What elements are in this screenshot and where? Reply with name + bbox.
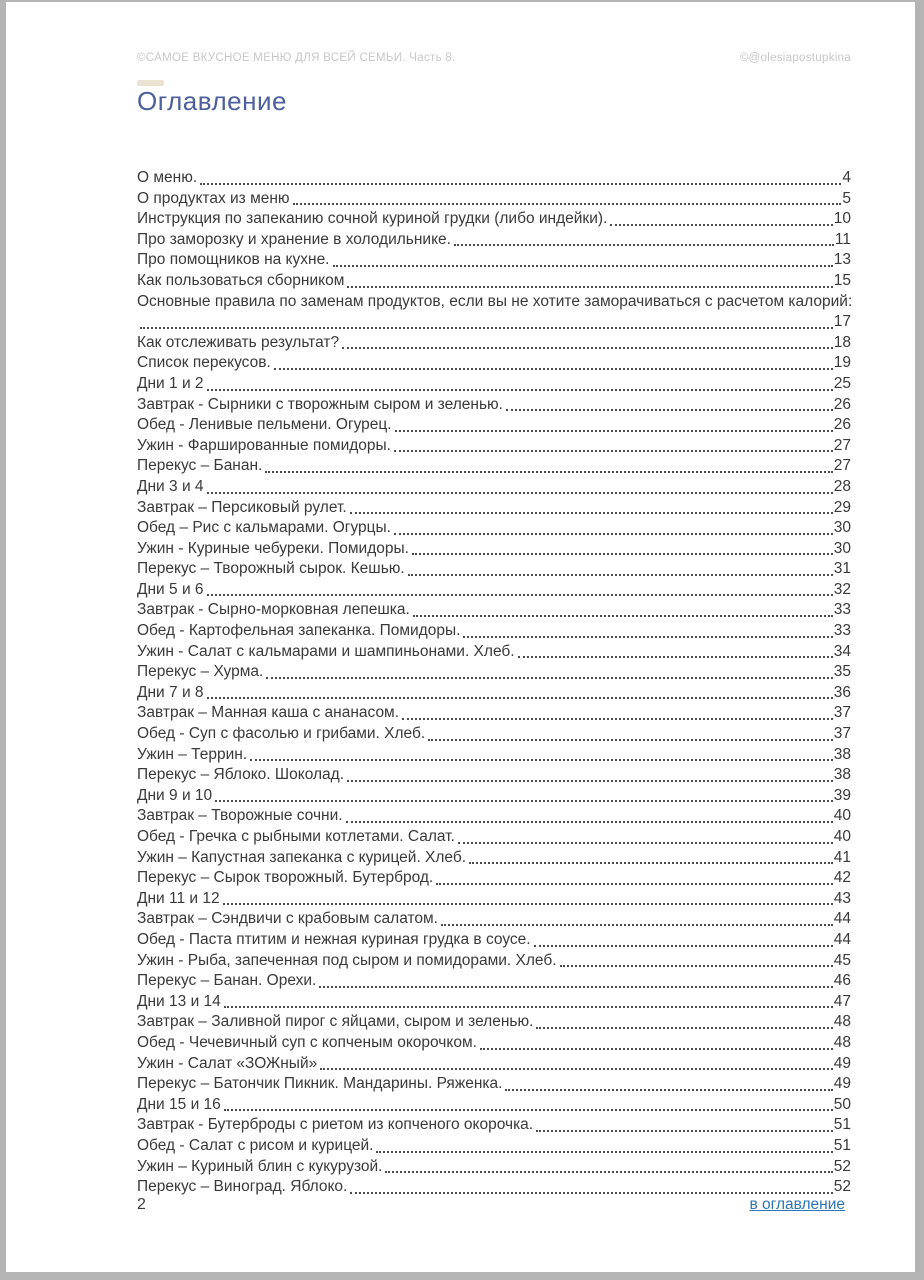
toc-entry-page-number: 30 [833, 539, 851, 557]
toc-entry-page-number: 41 [833, 848, 851, 866]
toc-dot-leader [266, 677, 832, 679]
toc-dot-leader [320, 1068, 833, 1070]
toc-entry[interactable] [137, 1115, 851, 1136]
toc-entry[interactable] [137, 292, 851, 333]
toc-dot-leader [505, 1089, 832, 1091]
toc-entry[interactable] [137, 621, 851, 642]
toc-entry[interactable] [137, 1012, 851, 1033]
toc-entry[interactable] [137, 848, 851, 869]
toc-entry-label: Перекус – Яблоко. Шоколад. [137, 766, 344, 784]
toc-entry[interactable] [137, 930, 851, 951]
toc-dot-leader [536, 1130, 833, 1132]
toc-entry-label: Как отслеживать результат? [137, 333, 340, 351]
header-booklet-title: ©САМОЕ ВКУСНОЕ МЕНЮ ДЛЯ ВСЕЙ СЕМЬИ. Часть 8. [137, 52, 456, 64]
toc-entry-page-number: 11 [834, 230, 851, 248]
toc-entry-page-number: 48 [833, 1013, 851, 1031]
toc-entry[interactable] [137, 1157, 851, 1178]
toc-entry[interactable] [137, 662, 851, 683]
toc-entry-label: Обед - Ленивые пельмени. Огурец. [137, 416, 392, 434]
toc-entry-page-number: 44 [833, 930, 851, 948]
toc-entry[interactable] [137, 374, 851, 395]
toc-entry-label: Обед - Салат с рисом и курицей. [137, 1136, 374, 1154]
toc-entry-label: Как пользоваться сборником [137, 271, 345, 289]
toc-entry-page-number: 27 [833, 457, 851, 475]
toc-entry-label: Завтрак – Творожные сочни. [137, 807, 343, 825]
toc-dot-leader [458, 842, 833, 844]
toc-dot-leader [610, 224, 832, 226]
toc-entry-page-number: 37 [833, 725, 851, 743]
toc-entry-label: Завтрак – Персиковый рулет. [137, 498, 347, 516]
toc-entry-page-number: 46 [833, 972, 851, 990]
toc-entry-label: Завтрак - Сырники с творожным сыром и зеленью. [137, 395, 503, 413]
toc-dot-leader [140, 327, 833, 329]
toc-entry-label: Завтрак – Манная каша с ананасом. [137, 704, 400, 722]
toc-entry-label: Ужин – Террин. [137, 745, 248, 763]
document-page [6, 2, 915, 1272]
toc-entry[interactable] [137, 806, 851, 827]
toc-entry-label: Перекус – Банан. [137, 457, 263, 475]
toc-entry-label: Перекус – Банан. Орехи. [137, 972, 317, 990]
toc-dot-leader [350, 1192, 832, 1194]
toc-entry-page-number: 44 [833, 910, 851, 928]
toc-entry-page-number: 27 [833, 436, 851, 454]
toc-entry-label: Обед - Гречка с рыбными котлетами. Салат. [137, 828, 455, 845]
toc-entry[interactable] [137, 1054, 851, 1075]
toc-entry[interactable] [137, 559, 851, 580]
toc-entry-page-number: 38 [833, 745, 851, 763]
toc-entry[interactable] [137, 786, 851, 807]
toc-entry-page-number: 33 [833, 601, 851, 619]
toc-entry-page-number: 26 [833, 395, 851, 413]
toc-dot-leader [413, 615, 833, 617]
toc-entry[interactable] [137, 353, 851, 374]
toc-dot-leader [394, 533, 833, 535]
toc-entry-label: Завтрак - Бутерброды с риетом из копченого окорочка. [137, 1116, 534, 1134]
toc-entry[interactable] [137, 498, 851, 519]
toc-entry-page-number: 40 [833, 828, 851, 845]
toc-entry[interactable] [137, 168, 851, 189]
toc-entry-page-number: 34 [833, 642, 851, 660]
toc-entry-label: Ужин - Рыба, запеченная под сыром и помидорами. Хлеб. [137, 951, 557, 969]
toc-entry[interactable] [137, 1074, 851, 1095]
toc-entry-label: Ужин - Куриные чебуреки. Помидоры. [137, 539, 409, 557]
toc-entry-label: Дни 3 и 4 [137, 477, 204, 495]
toc-entry-page-number: 37 [833, 704, 851, 722]
toc-dot-leader [200, 183, 841, 185]
toc-entry[interactable] [137, 477, 851, 498]
toc-entry-page-number: 43 [833, 889, 851, 907]
toc-entry-label: Ужин - Фаршированные помидоры. [137, 436, 391, 454]
toc-dot-leader [347, 286, 832, 288]
toc-dot-leader [518, 656, 833, 658]
toc-entry[interactable] [137, 703, 851, 724]
toc-entry-page-number: 31 [833, 560, 851, 578]
toc-entry-page-number: 45 [833, 951, 851, 969]
toc-entry-label: Ужин - Салат «ЗОЖный» [137, 1054, 318, 1072]
toc-entry-label: Перекус – Творожный сырок. Кешью. [137, 560, 405, 578]
toc-entry[interactable] [137, 333, 851, 354]
toc-entry[interactable] [137, 395, 851, 416]
toc-dot-leader [319, 986, 832, 988]
toc-dot-leader [560, 965, 833, 967]
toc-entry-label: Ужин – Куриный блин с кукурузой. [137, 1157, 383, 1175]
toc-dot-leader [350, 512, 833, 514]
toc-entry-page-number: 51 [833, 1136, 851, 1154]
toc-entry-label: Список перекусов. [137, 354, 271, 372]
toc-entry-page-number: 5 [842, 189, 851, 207]
toc-entry[interactable] [137, 1033, 851, 1054]
toc-list [137, 168, 851, 1198]
toc-entry-page-number: 30 [833, 519, 851, 537]
toc-entry[interactable] [137, 889, 851, 910]
toc-dot-leader [441, 924, 833, 926]
toc-entry[interactable] [137, 1095, 851, 1116]
toc-entry[interactable] [137, 724, 851, 745]
toc-entry-label: Дни 5 и 6 [137, 580, 204, 598]
toc-entry-label: Обед - Паста птитим и нежная куриная грудка в соусе. [137, 930, 531, 948]
toc-entry[interactable] [137, 600, 851, 621]
toc-entry[interactable] [137, 971, 851, 992]
toc-entry-page-number: 26 [833, 416, 851, 434]
toc-entry-label: Дни 11 и 12 [137, 889, 220, 907]
page-number: 2 [137, 1196, 146, 1213]
toc-dot-leader [376, 1151, 832, 1153]
toc-dot-leader [428, 739, 833, 741]
toc-entry[interactable] [137, 642, 851, 663]
toc-entry-label: Завтрак – Заливной пирог с яйцами, сыром и зеленью. [137, 1013, 534, 1031]
toc-dot-leader [463, 636, 832, 638]
toc-entry-page-number: 33 [833, 622, 851, 640]
toc-entry-label: Завтрак – Сэндвичи с крабовым салатом. [137, 910, 438, 928]
toc-dot-leader [412, 553, 833, 555]
toc-entry-label: Обед - Суп с фасолью и грибами. Хлеб. [137, 725, 426, 743]
toc-title: Оглавление [137, 86, 287, 116]
toc-entry[interactable] [137, 1177, 851, 1198]
toc-dot-leader [395, 430, 833, 432]
toc-entry-page-number: 28 [833, 477, 851, 495]
toc-entry-label: Перекус – Батончик Пикник. Мандарины. Ряженка. [137, 1075, 503, 1093]
toc-entry-label: Обед – Рис с кальмарами. Огурцы. [137, 519, 391, 537]
toc-entry[interactable] [137, 909, 851, 930]
toc-dot-leader [536, 1027, 832, 1029]
toc-entry-page-number: 36 [833, 683, 851, 701]
toc-entry-label: Ужин – Капустная запеканка с курицей. Хлеб. [137, 848, 467, 866]
toc-entry-label: Дни 7 и 8 [137, 683, 204, 701]
toc-dot-leader [265, 471, 832, 473]
toc-entry-page-number: 35 [833, 663, 851, 681]
toc-dot-leader [436, 883, 833, 885]
toc-entry-page-number: 49 [833, 1075, 851, 1093]
toc-dot-leader [480, 1048, 833, 1050]
toc-entry-page-number: 17 [833, 313, 851, 331]
toc-dot-leader [402, 718, 833, 720]
toc-entry-label: Перекус – Хурма. [137, 663, 264, 681]
toc-dot-leader [506, 409, 833, 411]
toc-dot-leader [215, 800, 833, 802]
toc-entry[interactable] [137, 580, 851, 601]
toc-entry-page-number: 25 [833, 374, 851, 392]
toc-entry-page-number: 39 [833, 786, 851, 804]
toc-dot-leader [224, 1109, 833, 1111]
toc-dot-leader [224, 1006, 833, 1008]
toc-dot-leader [346, 821, 833, 823]
toc-entry-label: Дни 9 и 10 [137, 786, 213, 804]
page-footer [137, 1196, 845, 1214]
toc-entry[interactable] [137, 539, 851, 560]
toc-entry-label: Основные правила по заменам продуктов, если вы не хотите заморачиваться с расчетом калорий: [137, 292, 853, 310]
toc-entry-label: Обед - Чечевичный суп с копченым окорочком. [137, 1033, 477, 1051]
toc-entry-page-number: 52 [833, 1178, 851, 1196]
back-to-toc-link[interactable]: в оглавление [749, 1196, 845, 1213]
toc-entry[interactable] [137, 189, 851, 210]
toc-entry[interactable] [137, 250, 851, 271]
toc-entry-page-number: 18 [833, 333, 851, 351]
toc-entry-page-number: 29 [833, 498, 851, 516]
toc-entry[interactable] [137, 745, 851, 766]
toc-entry[interactable] [137, 1136, 851, 1157]
toc-entry-page-number: 51 [833, 1116, 851, 1134]
toc-entry-page-number: 15 [833, 271, 851, 289]
toc-entry[interactable] [137, 951, 851, 972]
toc-entry[interactable] [137, 518, 851, 539]
toc-dot-leader [207, 389, 833, 391]
toc-dot-leader [347, 780, 833, 782]
toc-entry[interactable] [137, 765, 851, 786]
toc-entry-label: Дни 15 и 16 [137, 1095, 221, 1113]
toc-entry[interactable] [137, 230, 851, 251]
toc-dot-leader [250, 759, 833, 761]
toc-entry[interactable] [137, 436, 851, 457]
toc-entry-label: Перекус – Сырок творожный. Бутерброд. [137, 869, 434, 887]
toc-dot-leader [293, 203, 842, 205]
toc-entry-page-number: 19 [833, 354, 851, 372]
toc-entry-page-number: 4 [842, 169, 851, 186]
toc-entry-label: Про заморозку и хранение в холодильнике. [137, 230, 451, 248]
toc-entry-page-number: 49 [833, 1054, 851, 1072]
toc-dot-leader [534, 945, 833, 947]
toc-entry[interactable] [137, 868, 851, 889]
toc-entry-label: Инструкция по запеканию сочной куриной грудки (либо индейки). [137, 210, 608, 228]
header-author-credit: ©@olesiapostupkina [739, 52, 851, 64]
toc-entry-label: О продуктах из меню [137, 189, 290, 207]
toc-entry-label: Завтрак - Сырно-морковная лепешка. [137, 601, 410, 619]
toc-entry[interactable] [137, 209, 851, 230]
toc-dot-leader [342, 347, 833, 349]
toc-entry-label: Перекус – Виноград. Яблоко. [137, 1178, 348, 1196]
toc-entry[interactable] [137, 683, 851, 704]
toc-dot-leader [333, 265, 833, 267]
toc-entry-page-number: 13 [833, 251, 851, 269]
toc-entry-label: Дни 1 и 2 [137, 374, 204, 392]
toc-dot-leader [469, 862, 833, 864]
toc-dot-leader [394, 450, 833, 452]
toc-dot-leader [207, 697, 833, 699]
toc-entry-page-number: 38 [833, 766, 851, 784]
toc-dot-leader [454, 244, 834, 246]
toc-entry[interactable] [137, 271, 851, 292]
toc-entry[interactable] [137, 456, 851, 477]
toc-entry-page-number: 32 [833, 580, 851, 598]
toc-entry[interactable] [137, 992, 851, 1013]
toc-entry-label: Про помощников на кухне. [137, 251, 330, 269]
toc-entry[interactable] [137, 827, 851, 848]
toc-dot-leader [223, 903, 833, 905]
toc-entry-label: О меню. [137, 169, 198, 186]
toc-entry-page-number: 47 [833, 992, 851, 1010]
toc-entry[interactable] [137, 415, 851, 436]
toc-entry-label: Обед - Картофельная запеканка. Помидоры. [137, 622, 461, 640]
page-header [137, 52, 851, 64]
toc-dot-leader [207, 492, 833, 494]
toc-entry-label: Ужин - Салат с кальмарами и шампиньонами. Хлеб. [137, 642, 515, 660]
toc-dot-leader [408, 574, 833, 576]
toc-entry-page-number: 10 [833, 210, 851, 228]
toc-entry-page-number: 40 [833, 807, 851, 825]
toc-dot-leader [274, 368, 833, 370]
toc-entry-label: Дни 13 и 14 [137, 992, 221, 1010]
toc-dot-leader [207, 594, 833, 596]
toc-entry-page-number: 42 [833, 869, 851, 887]
toc-entry-page-number: 50 [833, 1095, 851, 1113]
toc-dot-leader [385, 1171, 832, 1173]
toc-entry-page-number: 48 [833, 1033, 851, 1051]
toc-entry-page-number: 52 [833, 1157, 851, 1175]
